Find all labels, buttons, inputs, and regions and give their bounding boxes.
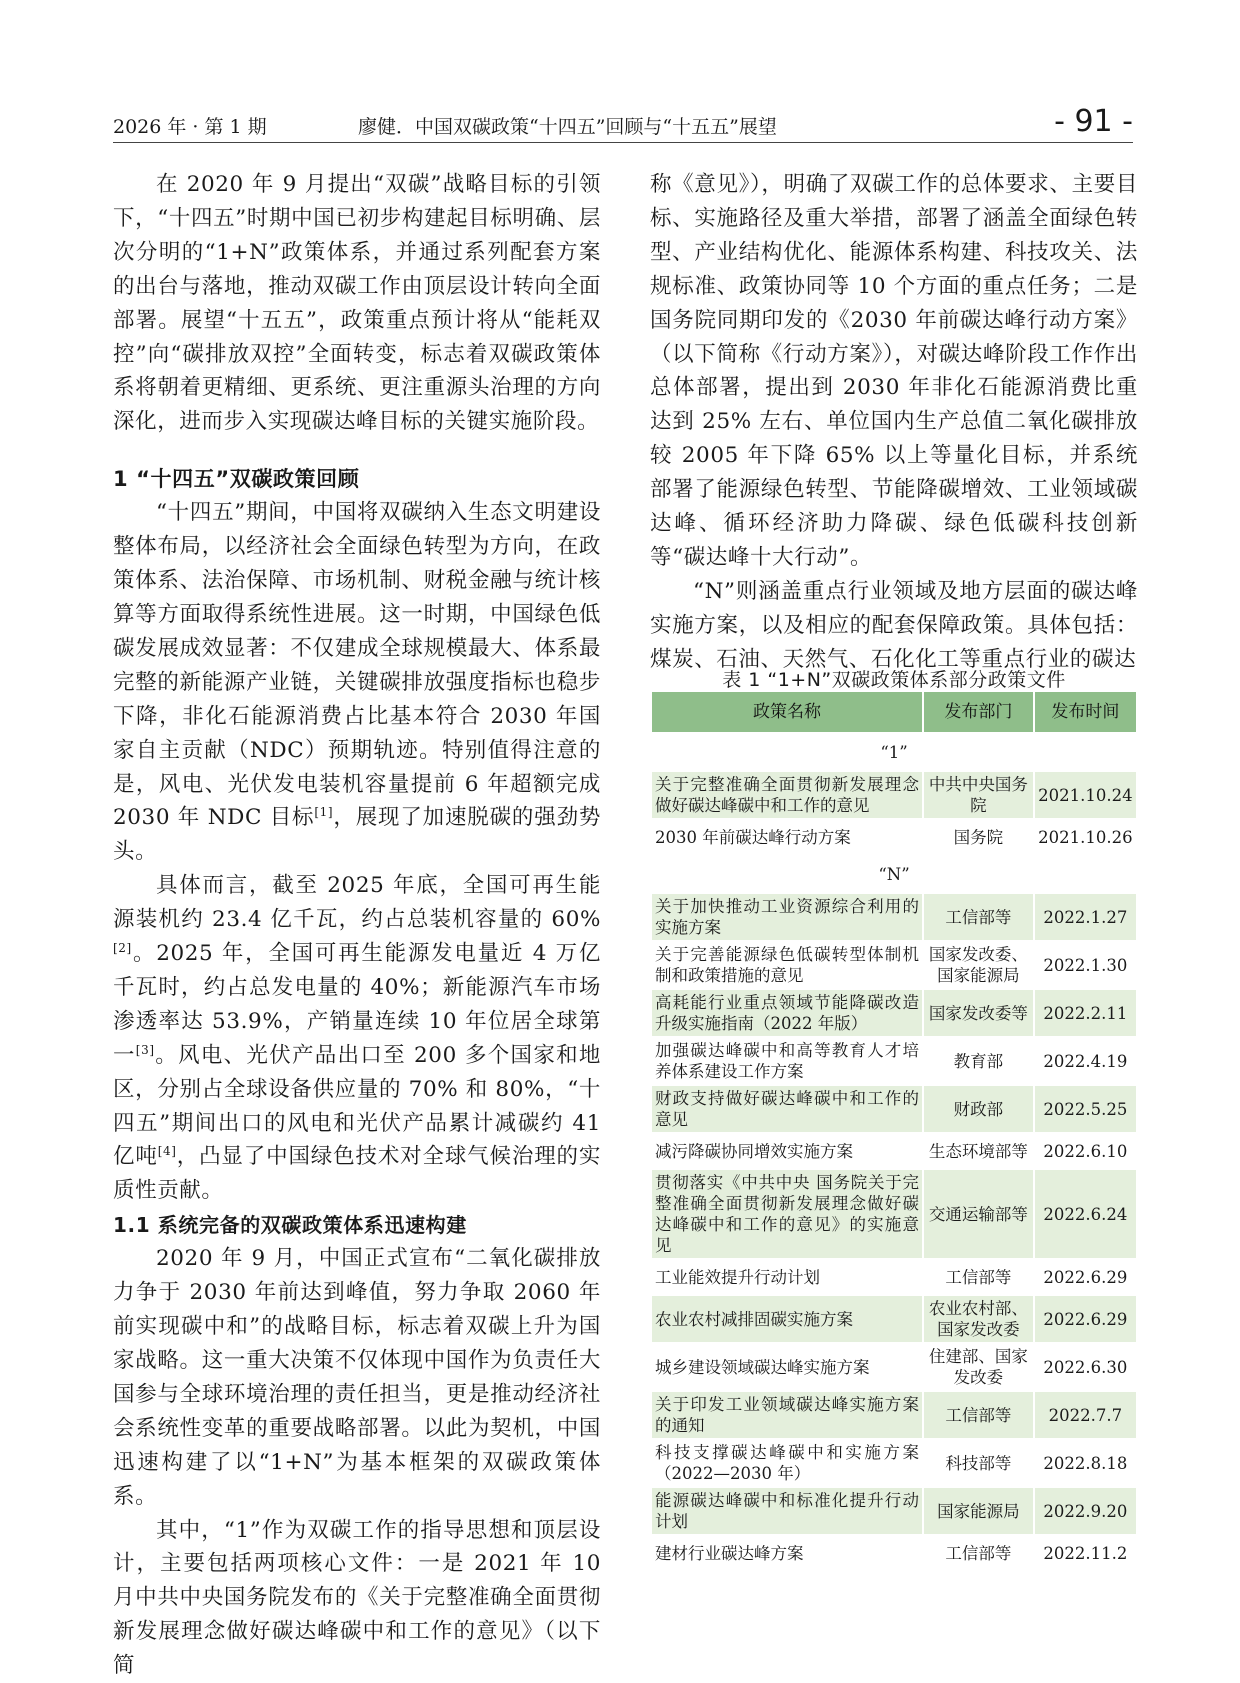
department-cell: 生态环境部等 — [924, 1134, 1033, 1168]
department-cell: 国家能源局 — [924, 1488, 1033, 1534]
table-group-row — [652, 856, 1136, 892]
header-date: 发布时间 — [1035, 692, 1136, 732]
policy-name-cell: 农业农村减排固碳实施方案 — [652, 1296, 922, 1342]
date-cell: 2022.4.19 — [1035, 1038, 1136, 1084]
citation-3[interactable]: [3] — [135, 1042, 155, 1057]
table-row — [652, 1440, 1136, 1486]
table-row — [652, 1392, 1136, 1438]
paragraph-n-policies: “N”则涵盖重点行业领域及地方层面的碳达峰实施方案，以及相应的配套保障政策。具体包括：煤炭、石油、天然气、石化化工等重点行业的碳达 — [650, 578, 1138, 672]
paragraph-statistics-b: 。2025 年，全国可再生能源发电量近 4 万亿千瓦时，约占总发电量的 40%；新能源汽车市场渗透率达 53.9%，产销量连续 10 年位居全球第一 — [113, 941, 601, 1068]
paragraph-statistics — [113, 869, 601, 1208]
section-1-heading: 1 “十四五”双碳政策回顾 — [113, 467, 360, 492]
policy-name-cell: 能源碳达峰碳中和标准化提升行动计划 — [652, 1488, 922, 1534]
department-cell: 工信部等 — [924, 1536, 1033, 1570]
table-row — [652, 1488, 1136, 1534]
date-cell: 2022.1.30 — [1035, 942, 1136, 988]
citation-2[interactable]: [2] — [113, 941, 132, 956]
policy-name-cell: 关于印发工业领域碳达峰实施方案的通知 — [652, 1392, 922, 1438]
date-cell: 2022.6.30 — [1035, 1344, 1136, 1390]
date-cell: 2022.2.11 — [1035, 990, 1136, 1036]
table-row — [652, 1086, 1136, 1132]
paragraph-overview-tail: ，展现了加速脱碳的强劲势头。 — [113, 805, 601, 865]
table-row — [652, 1260, 1136, 1294]
paragraph-continued: 称《意见》），明确了双碳工作的总体要求、主要目标、实施路径及重大举措，部署了涵盖全面绿色转型、产业结构优化、能源体系构建、科技攻关、法规标准、政策协同等 10 个方面的重点任务；二是国务院同期印发的《2030 年前碳达峰行动方案》（以下简称《行动方案》），对碳达峰阶段工作作出总体部署，提出到 2030 年非化石能源消费比重达到 25% 左右、单位国内生产总值二氧化碳排放较 2005 年下降 65% 以上等量化目标，并系统部署了能源绿色转型、节能降碳增效、工业领域碳达峰、循环经济助力降碳、绿色低碳科技创新等“碳达峰十大行动”。 — [650, 172, 1138, 570]
table-row — [652, 1536, 1136, 1570]
running-title: 廖健．中国双碳政策“十四五”回顾与“十五五”展望 — [358, 116, 777, 138]
department-cell: 中共中央国务院 — [924, 772, 1033, 818]
date-cell: 2022.7.7 — [1035, 1392, 1136, 1438]
date-cell: 2021.10.26 — [1035, 820, 1136, 854]
paragraph-statistics-d: ，凸显了中国绿色技术对全球气候治理的实质性贡献。 — [113, 1144, 601, 1204]
department-cell: 国务院 — [924, 820, 1033, 854]
paragraph-strategy: 2020 年 9 月，中国正式宣布“二氧化碳排放力争于 2030 年前达到峰值，努力争取 2060 年前实现碳中和”的战略目标，标志着双碳上升为国家战略。这一重大决策不仅体现中国作为负责任大国参与全球环境治理的责任担当，更是推动经济社会系统性变革的重要战略部署。以此为契机，中国迅速构建了以“1+N”为基本框架的双碳政策体系。 — [113, 1246, 601, 1509]
date-cell: 2022.6.10 — [1035, 1134, 1136, 1168]
date-cell: 2022.1.27 — [1035, 894, 1136, 940]
date-cell: 2022.5.25 — [1035, 1086, 1136, 1132]
header-policy-name: 政策名称 — [652, 692, 922, 732]
date-cell: 2022.6.29 — [1035, 1260, 1136, 1294]
paragraph-statistics-a: 具体而言，截至 2025 年底，全国可再生能源装机约 23.4 亿千瓦，约占总装机容量的 60% — [113, 873, 601, 933]
department-cell: 工信部等 — [924, 1260, 1033, 1294]
table-header-row — [652, 692, 1136, 732]
policy-name-cell: 工业能效提升行动计划 — [652, 1260, 922, 1294]
table-caption: 表 1 “1+N”双碳政策体系部分政策文件 — [722, 669, 1066, 691]
policy-name-cell: 高耗能行业重点领域节能降碳改造升级实施指南（2022 年版） — [652, 990, 922, 1036]
table-row — [652, 1296, 1136, 1342]
left-column — [113, 168, 601, 1683]
policy-name-cell: 关于加快推动工业资源综合利用的实施方案 — [652, 894, 922, 940]
paragraph-core-documents: 其中，“1”作为双碳工作的指导思想和顶层设计，主要包括两项核心文件：一是 2021 年 10 月中共中央国务院发布的《关于完整准确全面贯彻新发展理念做好碳达峰碳中和工作的意见》（以下简 — [113, 1517, 601, 1679]
department-cell: 工信部等 — [924, 894, 1033, 940]
date-cell: 2022.6.24 — [1035, 1170, 1136, 1258]
table-row — [652, 894, 1136, 940]
header-department: 发布部门 — [924, 692, 1033, 732]
policy-name-cell: 财政支持做好碳达峰碳中和工作的意见 — [652, 1086, 922, 1132]
header-rule — [113, 142, 1133, 143]
table-row — [652, 772, 1136, 818]
group-label: “1” — [652, 734, 1136, 770]
date-cell: 2022.9.20 — [1035, 1488, 1136, 1534]
table-row — [652, 942, 1136, 988]
table-row — [652, 1170, 1136, 1258]
policy-name-cell: 贯彻落实《中共中央 国务院关于完整准确全面贯彻新发展理念做好碳达峰碳中和工作的意见》的实施意见 — [652, 1170, 922, 1258]
running-header — [113, 104, 1133, 142]
policy-name-cell: 关于完整准确全面贯彻新发展理念做好碳达峰碳中和工作的意见 — [652, 772, 922, 818]
department-cell: 国家发改委、国家能源局 — [924, 942, 1033, 988]
policy-name-cell: 科技支撑碳达峰碳中和实施方案（2022—2030 年） — [652, 1440, 922, 1486]
table-row — [652, 1038, 1136, 1084]
date-cell: 2022.8.18 — [1035, 1440, 1136, 1486]
table-group-row — [652, 734, 1136, 770]
abstract-paragraph: 在 2020 年 9 月提出“双碳”战略目标的引领下，“十四五”时期中国已初步构建起目标明确、层次分明的“1+N”政策体系，并通过系列配套方案的出台与落地，推动双碳工作由顶层设计转向全面部署。展望“十五五”，政策重点预计将从“能耗双控”向“碳排放双控”全面转变，标志着双碳政策体系将朝着更精细、更系统、更注重源头治理的方向深化，进而步入实现碳达峰目标的关键实施阶段。 — [113, 172, 601, 435]
paragraph-statistics-c: 。风电、光伏产品出口至 200 多个国家和地区，分别占全球设备供应量的 70% 和 80%，“十四五”期间出口的风电和光伏产品累计减碳约 41 亿吨 — [113, 1042, 601, 1170]
policy-table — [650, 690, 1138, 1572]
department-cell: 住建部、国家发改委 — [924, 1344, 1033, 1390]
table-row — [652, 990, 1136, 1036]
date-cell: 2022.6.29 — [1035, 1296, 1136, 1342]
department-cell: 国家发改委等 — [924, 990, 1033, 1036]
table-row — [652, 1344, 1136, 1390]
issue-label: 2026 年 · 第 1 期 — [113, 116, 267, 138]
citation-1[interactable]: [1] — [314, 805, 334, 820]
policy-name-cell: 城乡建设领域碳达峰实施方案 — [652, 1344, 922, 1390]
department-cell: 财政部 — [924, 1086, 1033, 1132]
section-1-1-heading: 1.1 系统完备的双碳政策体系迅速构建 — [113, 1213, 467, 1238]
page-number: - 91 - — [1054, 104, 1133, 139]
policy-name-cell: 建材行业碳达峰方案 — [652, 1536, 922, 1570]
department-cell: 农业农村部、国家发改委 — [924, 1296, 1033, 1342]
policy-name-cell: 加强碳达峰碳中和高等教育人才培养体系建设工作方案 — [652, 1038, 922, 1084]
date-cell: 2022.11.2 — [1035, 1536, 1136, 1570]
department-cell: 交通运输部等 — [924, 1170, 1033, 1258]
department-cell: 教育部 — [924, 1038, 1033, 1084]
policy-name-cell: 减污降碳协同增效实施方案 — [652, 1134, 922, 1168]
table-row — [652, 820, 1136, 854]
policy-name-cell: 关于完善能源绿色低碳转型体制机制和政策措施的意见 — [652, 942, 922, 988]
citation-4[interactable]: [4] — [157, 1144, 177, 1159]
group-label: “N” — [652, 856, 1136, 892]
paragraph-overview — [113, 496, 601, 869]
table-row — [652, 1134, 1136, 1168]
date-cell: 2021.10.24 — [1035, 772, 1136, 818]
policy-name-cell: 2030 年前碳达峰行动方案 — [652, 820, 922, 854]
department-cell: 科技部等 — [924, 1440, 1033, 1486]
department-cell: 工信部等 — [924, 1392, 1033, 1438]
paragraph-overview-text: “十四五”期间，中国将双碳纳入生态文明建设整体布局，以经济社会全面绿色转型为方向，在政策体系、法治保障、市场机制、财税金融与统计核算等方面取得系统性进展。这一时期，中国绿色低碳发展成效显著：不仅建成全球规模最大、体系最完整的新能源产业链，关键碳排放强度指标也稳步下降，非化石能源消费占比基本符合 2030 年国家自主贡献（NDC）预期轨迹。特别值得注意的是，风电、光伏发电装机容量提前 6 年超额完成 2030 年 NDC 目标 — [113, 500, 601, 831]
right-column — [650, 168, 1138, 677]
